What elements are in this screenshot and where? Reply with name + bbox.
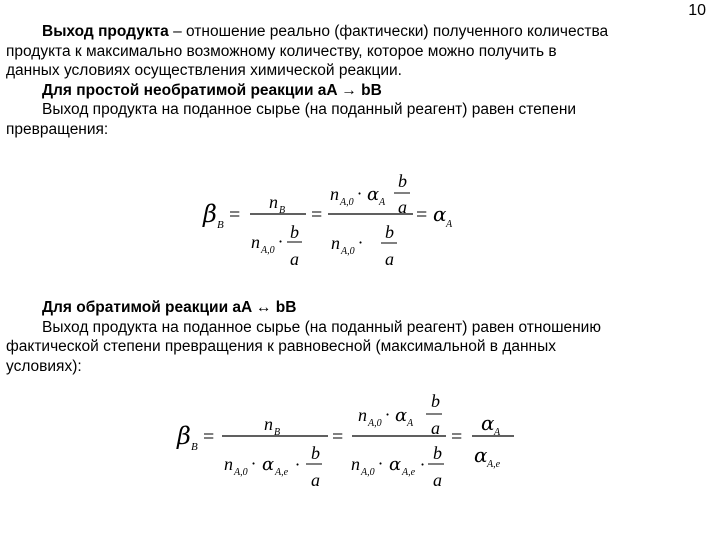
symbol-n: n [269, 192, 278, 212]
subscript-b: B [274, 427, 281, 438]
symbol-b: b [290, 222, 299, 242]
reversible-heading-text: Для обратимой реакции aA [42, 299, 256, 316]
multiply-dot: · [251, 454, 257, 473]
symbol-n: n [358, 405, 367, 425]
symbol-alpha: α [481, 411, 495, 435]
subscript-a: A [407, 418, 414, 429]
reversible-line-1: Выход продукта на поданное сырье (на поданный реагент) равен отношению [42, 318, 601, 336]
subscript-a: A [379, 197, 386, 208]
symbol-b: b [433, 443, 442, 463]
subscript-b: B [279, 205, 286, 216]
subscript-b: B [191, 441, 198, 453]
symbol-b: b [431, 391, 440, 411]
equals-sign: = [332, 426, 344, 448]
symbol-alpha: α [433, 202, 447, 226]
symbol-n: n [264, 414, 273, 434]
irreversible-heading-text: Для простой необратимой реакции aA [42, 81, 342, 99]
symbol-alpha: α [395, 405, 408, 426]
symbol-n: n [351, 454, 360, 474]
symbol-alpha: α [389, 454, 402, 475]
subscript-a: A [494, 427, 501, 438]
symbol-a: a [398, 197, 407, 217]
equals-sign: = [229, 204, 241, 226]
equals-sign: = [311, 204, 323, 226]
subscript-a0: A,0 [234, 467, 248, 478]
subscript-a0: A,0 [361, 467, 375, 478]
subscript-ae: A,е [275, 467, 289, 478]
symbol-b: b [385, 222, 394, 242]
symbol-n: n [331, 233, 340, 253]
symbol-beta: β [203, 200, 217, 228]
symbol-a: a [311, 470, 320, 490]
multiply-dot: · [358, 233, 364, 252]
subscript-ae: A,е [487, 459, 501, 470]
symbol-a: a [431, 418, 440, 438]
equals-sign: = [451, 426, 463, 448]
subscript-a0: A,0 [340, 197, 354, 208]
multiply-dot: · [420, 455, 426, 474]
symbol-b: b [398, 171, 407, 191]
definition-text-1: – отношение реально (фактически) полученного количества [168, 23, 609, 40]
symbol-n: n [330, 184, 339, 204]
symbol-beta: β [177, 422, 191, 450]
reversible-product: bB [271, 299, 297, 316]
reversible-line-2: фактической степени превращения к равновесной (максимальной в данных [6, 338, 557, 355]
multiply-dot: · [357, 184, 363, 203]
subscript-a0: A,0 [341, 246, 355, 257]
reversible-line-3: условиях): [6, 357, 82, 375]
subscript-b: B [217, 219, 224, 231]
page-number: 10 [688, 2, 706, 19]
definition-line-2: продукта к максимально возможному количеству, которое можно получить в [6, 42, 557, 60]
subscript-a: A [446, 219, 453, 230]
irreversible-line-1: Выход продукта на поданное сырье (на поданный реагент) равен степени [42, 101, 577, 118]
multiply-dot: · [385, 405, 391, 424]
forward-arrow-icon: → [341, 81, 357, 99]
multiply-dot: · [295, 455, 301, 474]
multiply-dot: · [278, 232, 284, 251]
term-product-yield: Выход продукта [42, 23, 169, 40]
subscript-a0: A,0 [368, 418, 382, 429]
symbol-a: a [385, 249, 394, 269]
symbol-n: n [224, 454, 233, 474]
symbol-a: a [433, 470, 442, 490]
symbol-alpha: α [367, 184, 380, 205]
irreversible-line-2: превращения: [6, 120, 109, 138]
equilibrium-arrow-icon: ↔ [255, 299, 272, 316]
subscript-a0: A,0 [261, 245, 275, 256]
equals-sign: = [416, 204, 428, 226]
equals-sign: = [203, 426, 215, 448]
symbol-n: n [251, 232, 260, 252]
symbol-alpha: α [262, 454, 275, 475]
subscript-ae: A,е [402, 467, 416, 478]
irreversible-product: bB [356, 81, 382, 99]
symbol-a: a [290, 249, 299, 269]
definition-line-3: данных условиях осуществления химической реакции. [6, 62, 402, 79]
multiply-dot: · [378, 454, 384, 473]
symbol-b: b [311, 443, 320, 463]
symbol-alpha: α [474, 443, 488, 467]
